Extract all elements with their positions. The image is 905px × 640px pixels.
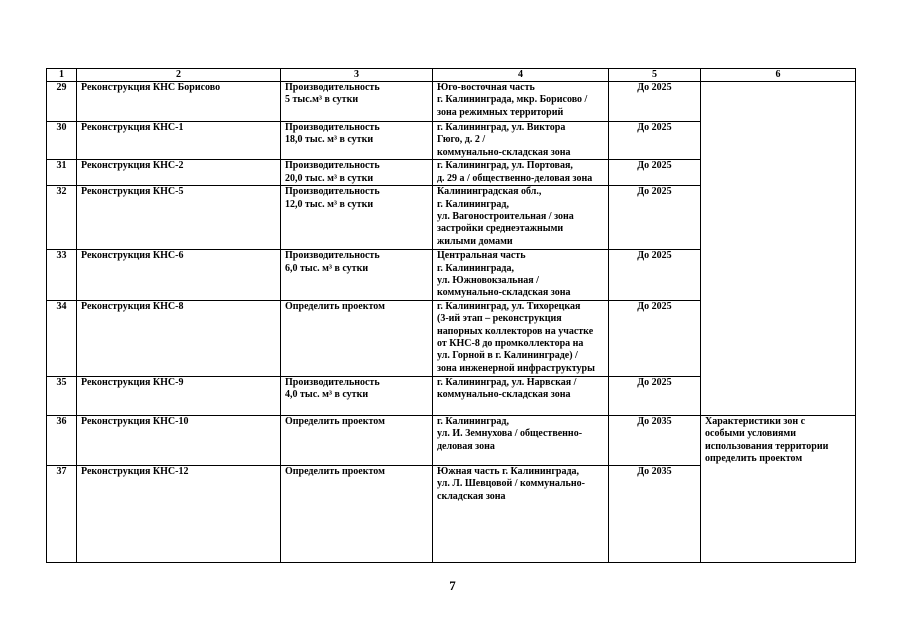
facilities-table — [46, 68, 856, 563]
deadline: До 2025 — [609, 250, 701, 301]
capacity: Производительность 6,0 тыс. м³ в сутки — [281, 250, 433, 301]
location: г. Калининград, ул. Виктора Гюго, д. 2 / коммунально-складская зона — [433, 122, 609, 160]
capacity: Производительность 20,0 тыс. м³ в сутки — [281, 160, 433, 186]
header-col-2: 2 — [77, 69, 281, 82]
deadline: До 2025 — [609, 300, 701, 376]
row-number: 35 — [47, 376, 77, 415]
location: Южная часть г. Калининграда, ул. Л. Шевцовой / коммунально- складская зона — [433, 465, 609, 562]
object-name: Реконструкция КНС-2 — [77, 160, 281, 186]
location: г. Калининград, ул. Портовая, д. 29 а / общественно-деловая зона — [433, 160, 609, 186]
row-number: 29 — [47, 82, 77, 122]
header-col-1: 1 — [47, 69, 77, 82]
header-col-3: 3 — [281, 69, 433, 82]
object-name: Реконструкция КНС Борисово — [77, 82, 281, 122]
page-number: 7 — [449, 578, 456, 593]
capacity: Определить проектом — [281, 300, 433, 376]
object-name: Реконструкция КНС-10 — [77, 415, 281, 465]
header-col-4: 4 — [433, 69, 609, 82]
location: Юго-восточная часть г. Калининграда, мкр. Борисово / зона режимных территорий — [433, 82, 609, 122]
location: г. Калининград, ул. Нарвская / коммунально-складская зона — [433, 376, 609, 415]
header-row — [47, 69, 856, 82]
deadline: До 2035 — [609, 415, 701, 465]
capacity: Производительность 5 тыс.м³ в сутки — [281, 82, 433, 122]
row-number: 33 — [47, 250, 77, 301]
capacity: Производительность 4,0 тыс. м³ в сутки — [281, 376, 433, 415]
object-name: Реконструкция КНС-8 — [77, 300, 281, 376]
location: г. Калининград, ул. И. Земнухова / общественно- деловая зона — [433, 415, 609, 465]
capacity: Производительность 18,0 тыс. м³ в сутки — [281, 122, 433, 160]
deadline: До 2025 — [609, 82, 701, 122]
note-cell-empty — [701, 82, 856, 416]
object-name: Реконструкция КНС-6 — [77, 250, 281, 301]
location: Центральная часть г. Калининграда, ул. Южновокзальная / коммунально-складская зона — [433, 250, 609, 301]
table-row — [47, 82, 856, 122]
deadline: До 2025 — [609, 186, 701, 250]
row-number: 30 — [47, 122, 77, 160]
header-col-5: 5 — [609, 69, 701, 82]
object-name: Реконструкция КНС-1 — [77, 122, 281, 160]
capacity: Определить проектом — [281, 465, 433, 562]
header-col-6: 6 — [701, 69, 856, 82]
row-number: 34 — [47, 300, 77, 376]
location: г. Калининград, ул. Тихорецкая (3-ий этап – реконструкция напорных коллекторов на участке от КНС-8 до промколлектора на ул. Горной в г. Калининграде) / зона инженерной инфраструктуры — [433, 300, 609, 376]
row-number: 31 — [47, 160, 77, 186]
table-row — [47, 415, 856, 465]
deadline: До 2025 — [609, 160, 701, 186]
row-number: 32 — [47, 186, 77, 250]
deadline: До 2025 — [609, 122, 701, 160]
capacity: Определить проектом — [281, 415, 433, 465]
capacity: Производительность 12,0 тыс. м³ в сутки — [281, 186, 433, 250]
row-number: 37 — [47, 465, 77, 562]
object-name: Реконструкция КНС-12 — [77, 465, 281, 562]
row-number: 36 — [47, 415, 77, 465]
deadline: До 2025 — [609, 376, 701, 415]
zone-characteristics-note: Характеристики зон с особыми условиями использования территории определить проектом — [701, 415, 856, 562]
object-name: Реконструкция КНС-9 — [77, 376, 281, 415]
location: Калининградская обл., г. Калининград, ул. Вагоностроительная / зона застройки среднеэтажными жилыми домами — [433, 186, 609, 250]
object-name: Реконструкция КНС-5 — [77, 186, 281, 250]
deadline: До 2035 — [609, 465, 701, 562]
